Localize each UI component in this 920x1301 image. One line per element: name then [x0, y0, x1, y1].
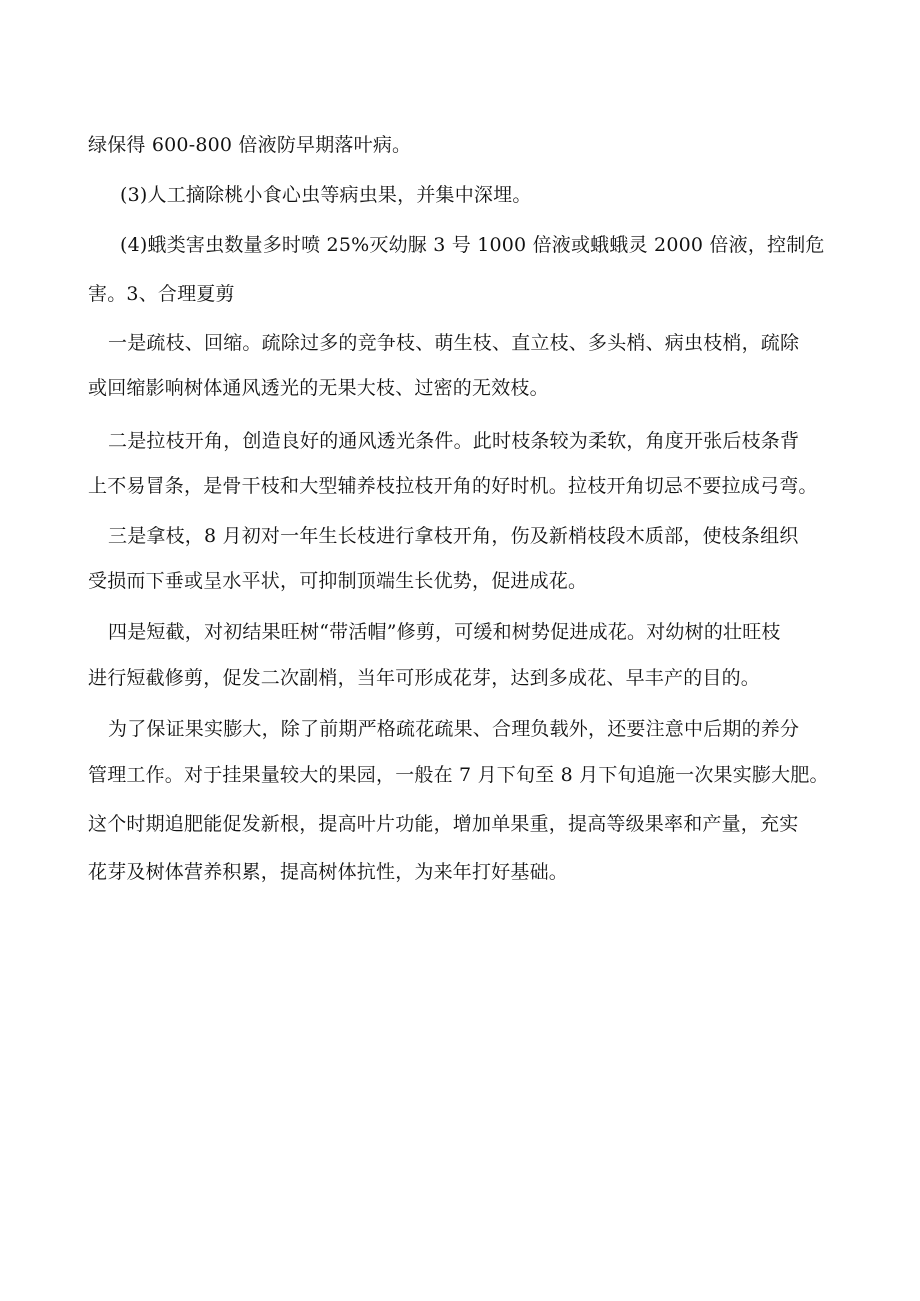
text-line: 害。3、合理夏剪	[88, 283, 235, 305]
text-line: 四是短截，对初结果旺树“带活帽”修剪，可缓和树势促进成花。对幼树的壮旺枝	[108, 621, 781, 643]
text-line: 绿保得 600-800 倍液防早期落叶病。	[88, 134, 412, 156]
text-line: 花芽及树体营养积累，提高树体抗性，为来年打好基础。	[88, 861, 569, 883]
text-line: 三是拿枝，8 月初对一年生长枝进行拿枝开角，伤及新梢枝段木质部，使枝条组织	[108, 525, 799, 547]
text-line: 这个时期追肥能促发新根，提高叶片功能，增加单果重，提高等级果率和产量，充实	[88, 813, 799, 835]
text-line: 进行短截修剪，促发二次副梢，当年可形成花芽，达到多成花、早丰产的目的。	[88, 667, 761, 689]
text-line: (3)人工摘除桃小食心虫等病虫果，并集中深埋。	[120, 184, 532, 206]
text-line: 一是疏枝、回缩。疏除过多的竞争枝、萌生枝、直立枝、多头梢、病虫枝梢，疏除	[108, 332, 800, 354]
text-line: 管理工作。对于挂果量较大的果园，一般在 7 月下旬至 8 月下旬追施一次果实膨大肥。	[88, 764, 829, 786]
text-line: 二是拉枝开角，创造良好的通风透光条件。此时枝条较为柔软，角度开张后枝条背	[108, 430, 800, 452]
text-line: 或回缩影响树体通风透光的无果大枝、过密的无效枝。	[88, 377, 549, 399]
text-line: (4)蛾类害虫数量多时喷 25%灭幼脲 3 号 1000 倍液或蛾蛾灵 2000 倍液，控制危	[120, 234, 825, 256]
text-line: 上不易冒条，是骨干枝和大型辅养枝拉枝开角的好时机。拉枝开角切忌不要拉成弓弯。	[88, 475, 818, 497]
text-line: 受损而下垂或呈水平状，可抑制顶端生长优势，促进成花。	[88, 570, 588, 592]
text-line: 为了保证果实膨大，除了前期严格疏花疏果、合理负载外，还要注意中后期的养分	[108, 718, 800, 740]
